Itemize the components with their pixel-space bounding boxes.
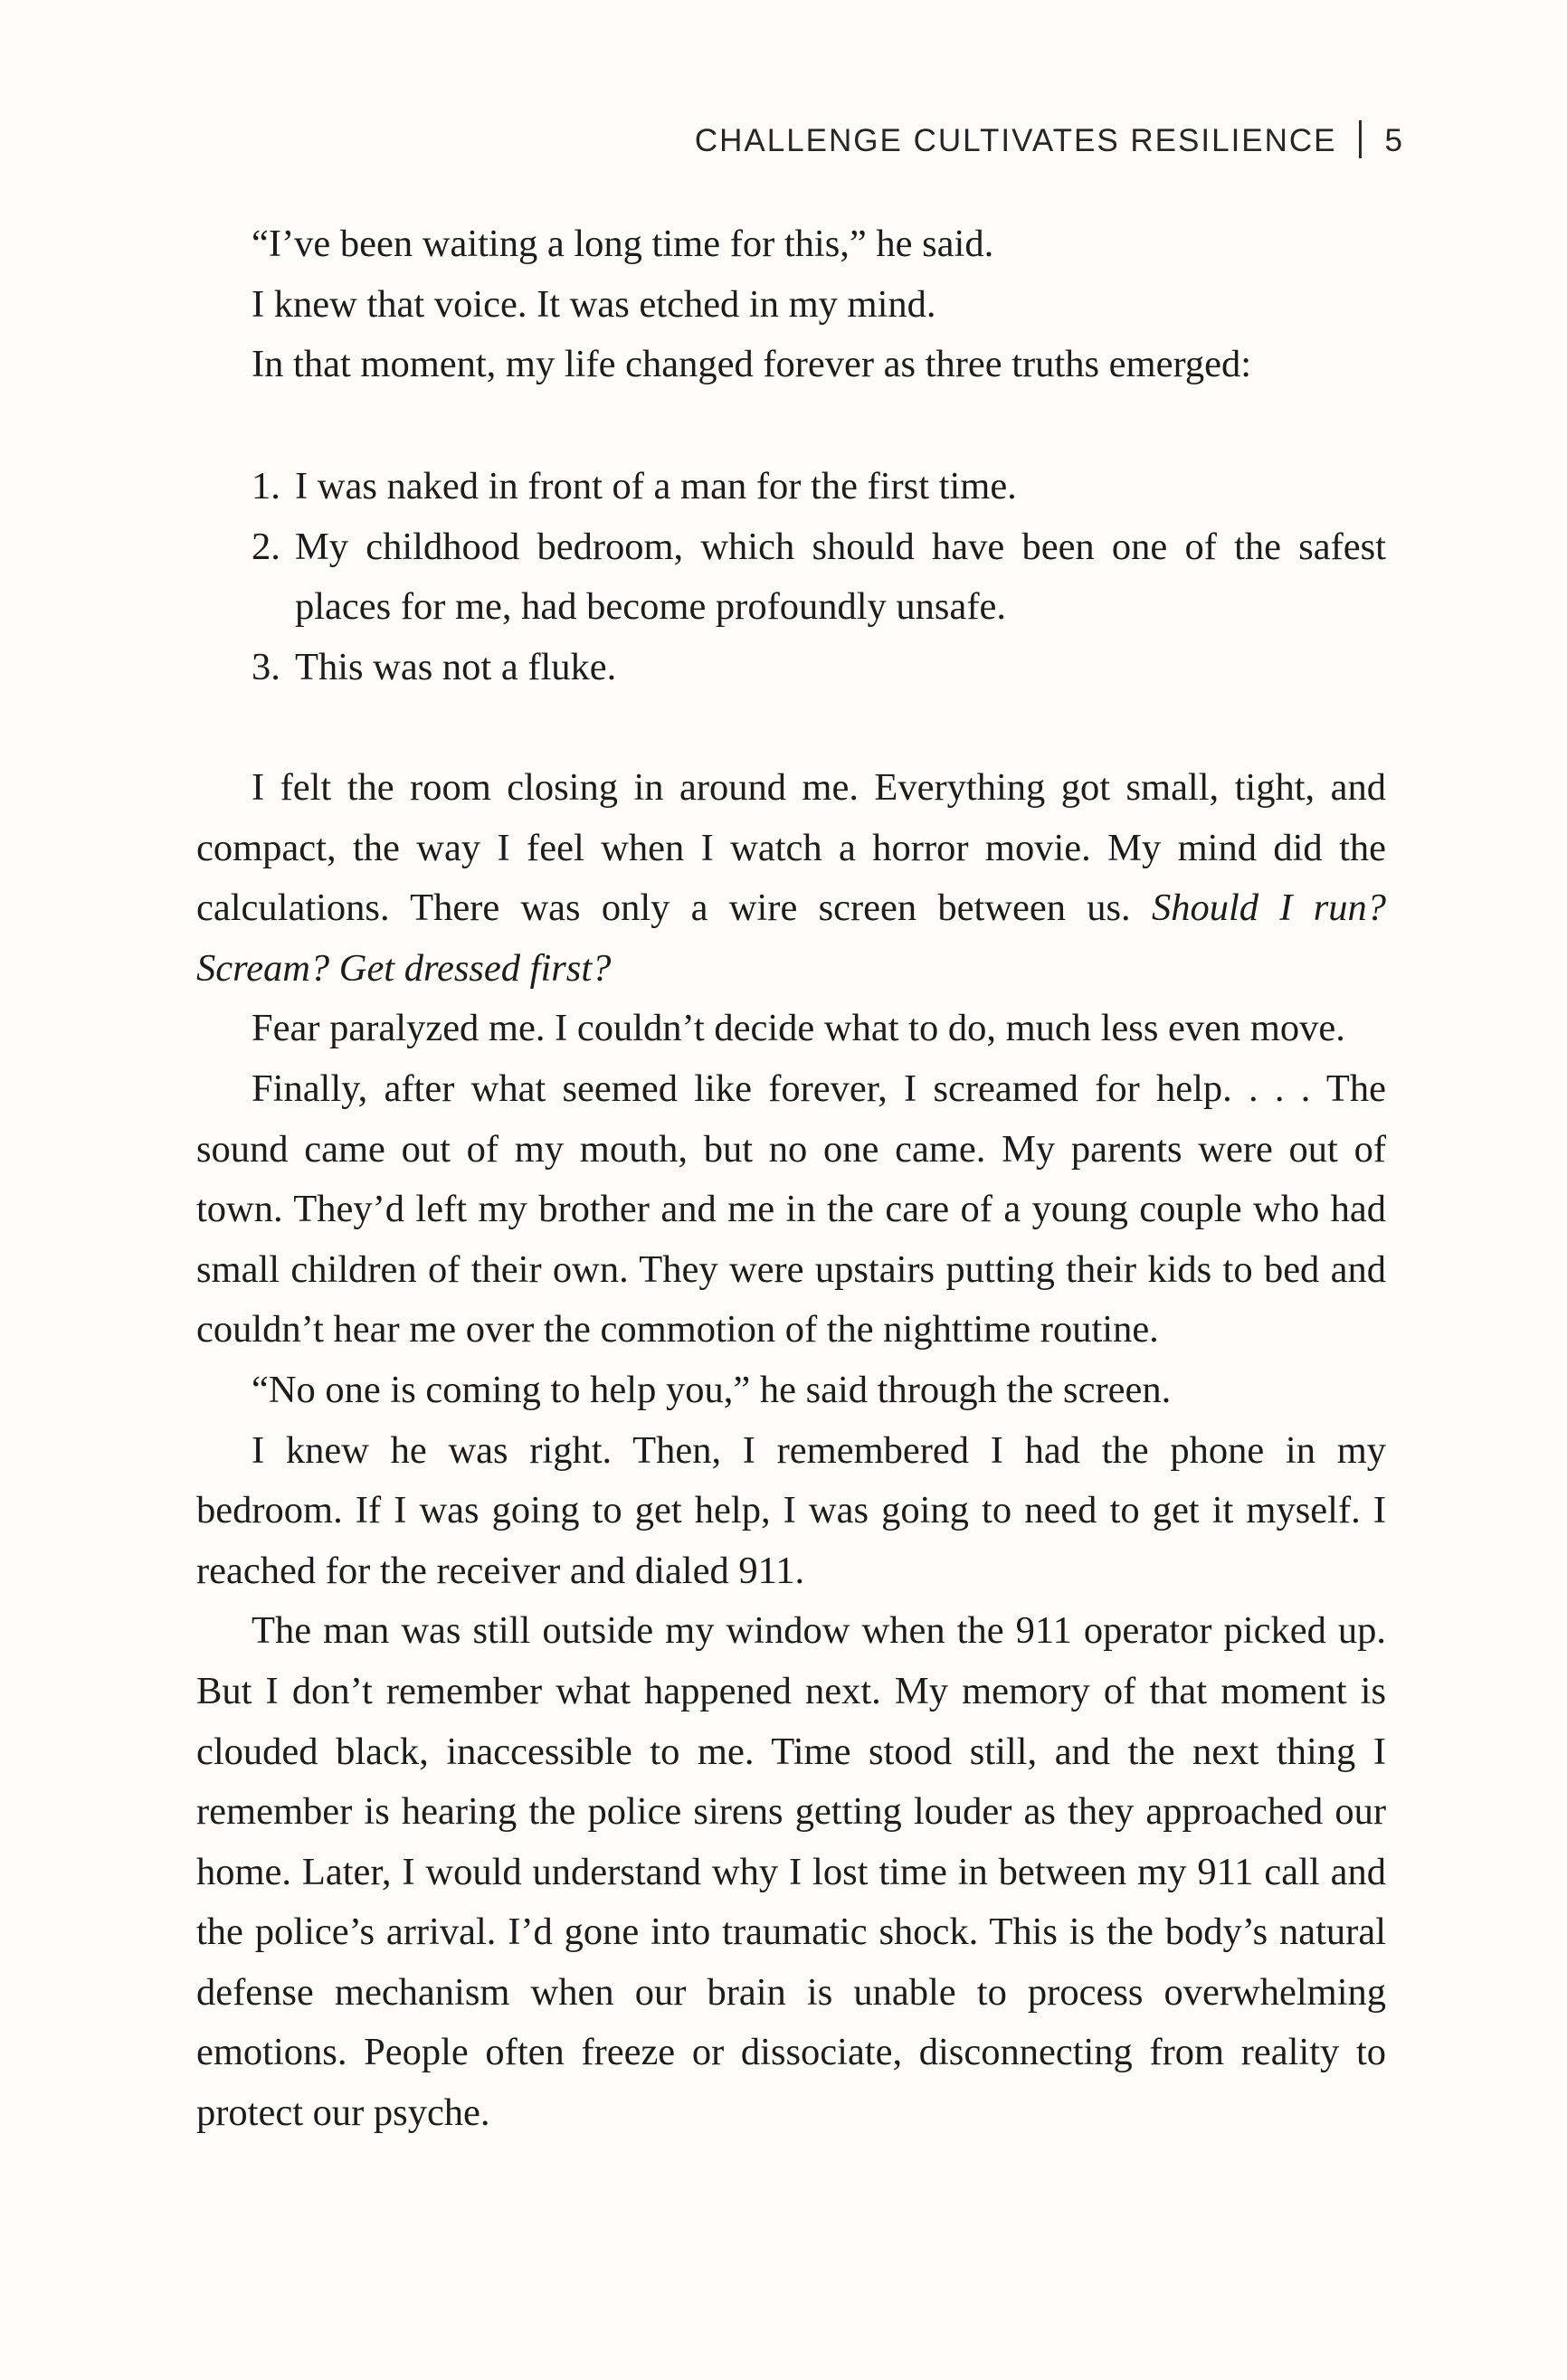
- paragraph: The man was still outside my window when the 911 operator picked up. But I don’t remember what happened next. My memory of that moment is clouded black, inaccessible to me. Time stood still, and the next thing I remember is hearing the police sirens getting louder as they approached our home. Later, I would understand why I lost time in between my 911 call and the police’s arrival. I’d gone into traumatic shock. This is the body’s natural defense mechanism when our brain is unable to process overwhelming emotions. People often freeze or dissociate, disconnecting from reality to protect our psyche.: [196, 1609, 1386, 2135]
- paragraph: Fear paralyzed me. I couldn’t decide what to do, much less even move.: [252, 1007, 1345, 1050]
- list-item: [196, 638, 1386, 698]
- intro-block: [196, 214, 1386, 395]
- list-number: 1.: [252, 465, 280, 507]
- dialogue-line: “I’ve been waiting a long time for this,” he said.: [252, 223, 994, 265]
- list-item-text: My childhood bedroom, which should have been one of the safest places for me, had become profoundly unsafe.: [295, 525, 1386, 629]
- truths-list: [196, 457, 1386, 697]
- narration-line: I knew that voice. It was etched in my mind.: [252, 282, 936, 326]
- running-header: [670, 120, 1404, 166]
- narration-line: In that moment, my life changed forever as three truths emerged:: [252, 343, 1251, 386]
- paragraph: I knew he was right. Then, I remembered I had the phone in my bedroom. If I was going to get help, I was going to need to get it myself. I reached for the receiver and dialed 911.: [196, 1428, 1386, 1592]
- paragraph: Finally, after what seemed like forever, I screamed for help. . . . The sound came out of my mouth, but no one came. My parents were out of town. They’d left my brother and me in the care of a young couple who had small children of their own. They were upstairs putting their kids to bed and couldn’t hear me over the commotion of the nighttime routine.: [196, 1067, 1386, 1351]
- list-number: 2.: [252, 525, 280, 568]
- list-item-text: I was naked in front of a man for the first time.: [295, 465, 1017, 507]
- paragraph: [196, 758, 1386, 999]
- paragraph-text: I felt the room closing in around me. Everything got small, tight, and compact, the way I feel when I watch a horror movie. My mind did the calculations. There was only a wire screen between us.: [196, 766, 1386, 930]
- page-number: 5: [1384, 123, 1404, 158]
- paragraph: “No one is coming to help you,” he said through the screen.: [252, 1368, 1172, 1411]
- italic-thought: Should I run? Scream? Get dressed first?: [196, 887, 1386, 990]
- main-body: [196, 758, 1386, 2144]
- list-number: 3.: [252, 645, 280, 688]
- list-item: [196, 457, 1386, 517]
- running-title: CHALLENGE CULTIVATES RESILIENCE: [694, 123, 1337, 158]
- list-item-text: This was not a fluke.: [295, 645, 617, 688]
- list-item: [196, 517, 1386, 638]
- header-separator: [1359, 120, 1362, 158]
